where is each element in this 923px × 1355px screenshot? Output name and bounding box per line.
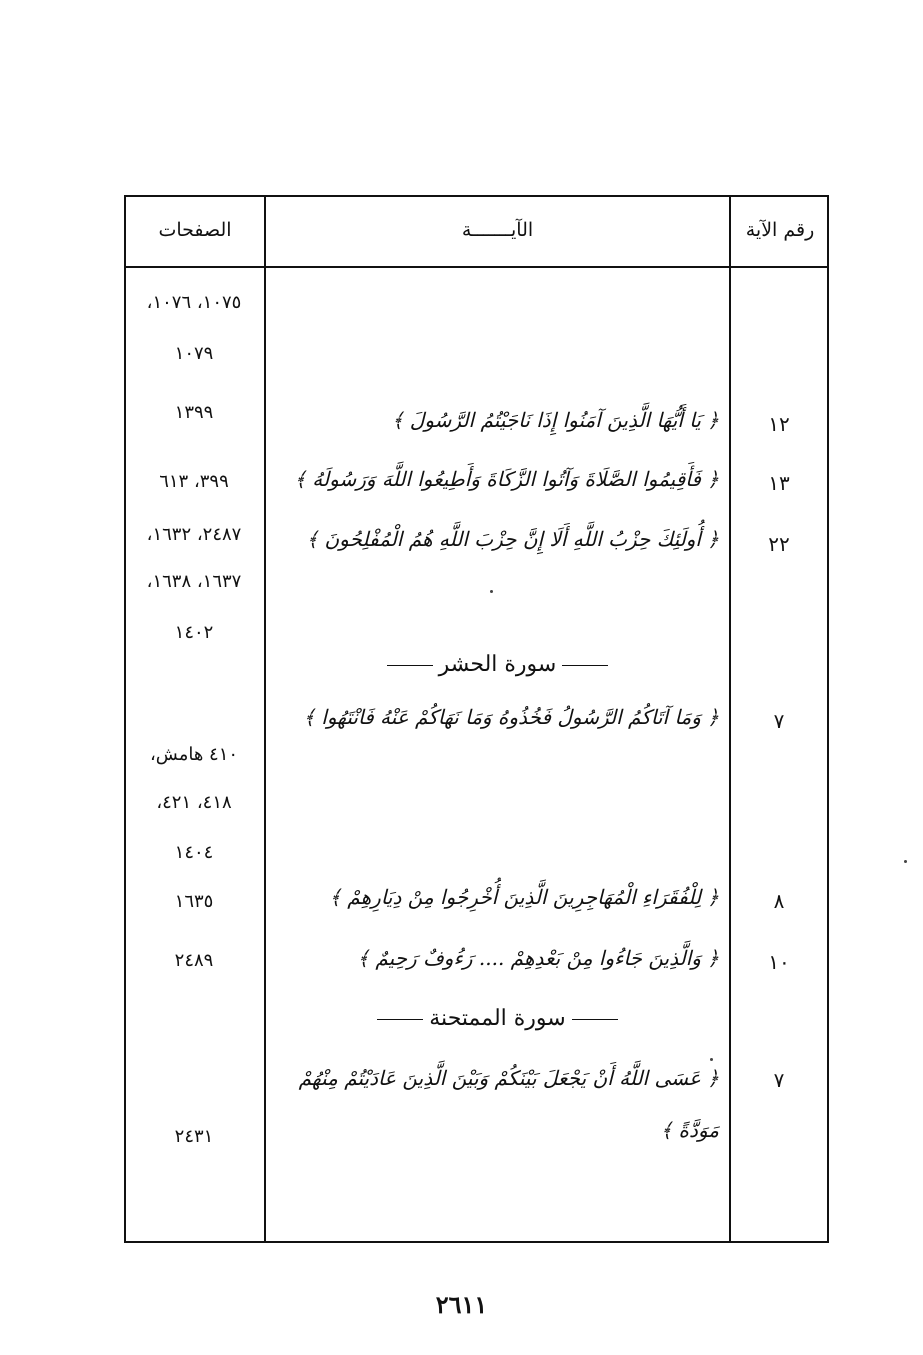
verse-text: ﴿ أُولَئِكَ حِزْبُ اللَّهِ أَلَا إِنَّ حِزْبَ اللَّهِ هُمُ الْمُفْلِحُونَ ﴾ [306,527,719,551]
page-ref: ٢٤٣١ [174,1126,214,1147]
verse-number: ٨ [773,889,785,913]
verse-number: ٧ [773,1068,785,1092]
header-verse: الآيـــــــة [461,219,534,241]
page-ref: ١٤٠٢ [174,622,214,643]
header-divider [126,266,827,268]
page-ref: ١٠٧٩ [174,343,214,364]
verse-number: ١٠ [768,950,790,974]
surah-title: سورة الممتحنة [429,1006,566,1031]
verse-text: ﴿ يَا أَيُّهَا الَّذِينَ آمَنُوا إِذَا نَاجَيْتُمُ الرَّسُولَ ﴾ [391,408,719,432]
header-verse-number: رقم الآية [745,219,815,241]
verse-text: ﴿ فَأَقِيمُوا الصَّلَاةَ وَآتُوا الزَّكَاةَ وَأَطِيعُوا اللَّهَ وَرَسُولَهُ ﴾ [294,467,719,491]
verse-text-continued: مَوَدَّةً ﴾ [660,1118,719,1142]
surah-heading [266,1006,729,1031]
page-ref: ٣٩٩، ٦١٣ [159,471,229,492]
page-ref: ٤١٨، ٤٢١، [156,792,232,813]
page-ref: ٢٤٨٩ [174,950,214,971]
verse-text: ﴿ لِلْفُقَرَاءِ الْمُهَاجِرِينَ الَّذِينَ أُخْرِجُوا مِنْ دِيَارِهِمْ ﴾ [329,885,719,909]
verse-number: ١٣ [768,471,790,495]
page-ref: ١٣٩٩ [174,402,214,423]
scan-speck [904,860,907,863]
page-ref: ١٤٠٤ [174,842,214,863]
page-ref: ٤١٠ هامش، [149,744,239,765]
verse-text: ﴿ عَسَى اللَّهُ أَنْ يَجْعَلَ بَيْنَكُمْ وَبَيْنَ الَّذِينَ عَادَيْتُمْ مِنْهُمْ [298,1066,719,1090]
scan-speck [710,1058,713,1061]
scan-speck [490,590,493,593]
page-ref: ١٦٣٧، ١٦٣٨، [146,571,242,592]
verse-number: ١٢ [768,412,790,436]
page-ref: ١٠٧٥، ١٠٧٦، [146,292,242,313]
page-number: ٢٦١١ [435,1290,488,1319]
page-ref: ٢٤٨٧، ١٦٣٢، [146,524,242,545]
page-ref: ١٦٣٥ [174,891,214,912]
column-divider [264,197,266,1241]
verse-text: ﴿ وَمَا آتَاكُمُ الرَّسُولُ فَخُذُوهُ وَمَا نَهَاكُمْ عَنْهُ فَانْتَهُوا ﴾ [303,705,719,729]
header-pages: الصفحات [158,219,232,241]
verse-number: ٧ [773,709,785,733]
verse-text: ﴿ وَالَّذِينَ جَاءُوا مِنْ بَعْدِهِمْ .... رَءُوفٌ رَحِيمٌ ﴾ [357,946,719,970]
surah-heading [266,652,729,677]
verse-number: ٢٢ [768,532,790,556]
surah-title: سورة الحشر [438,652,557,677]
